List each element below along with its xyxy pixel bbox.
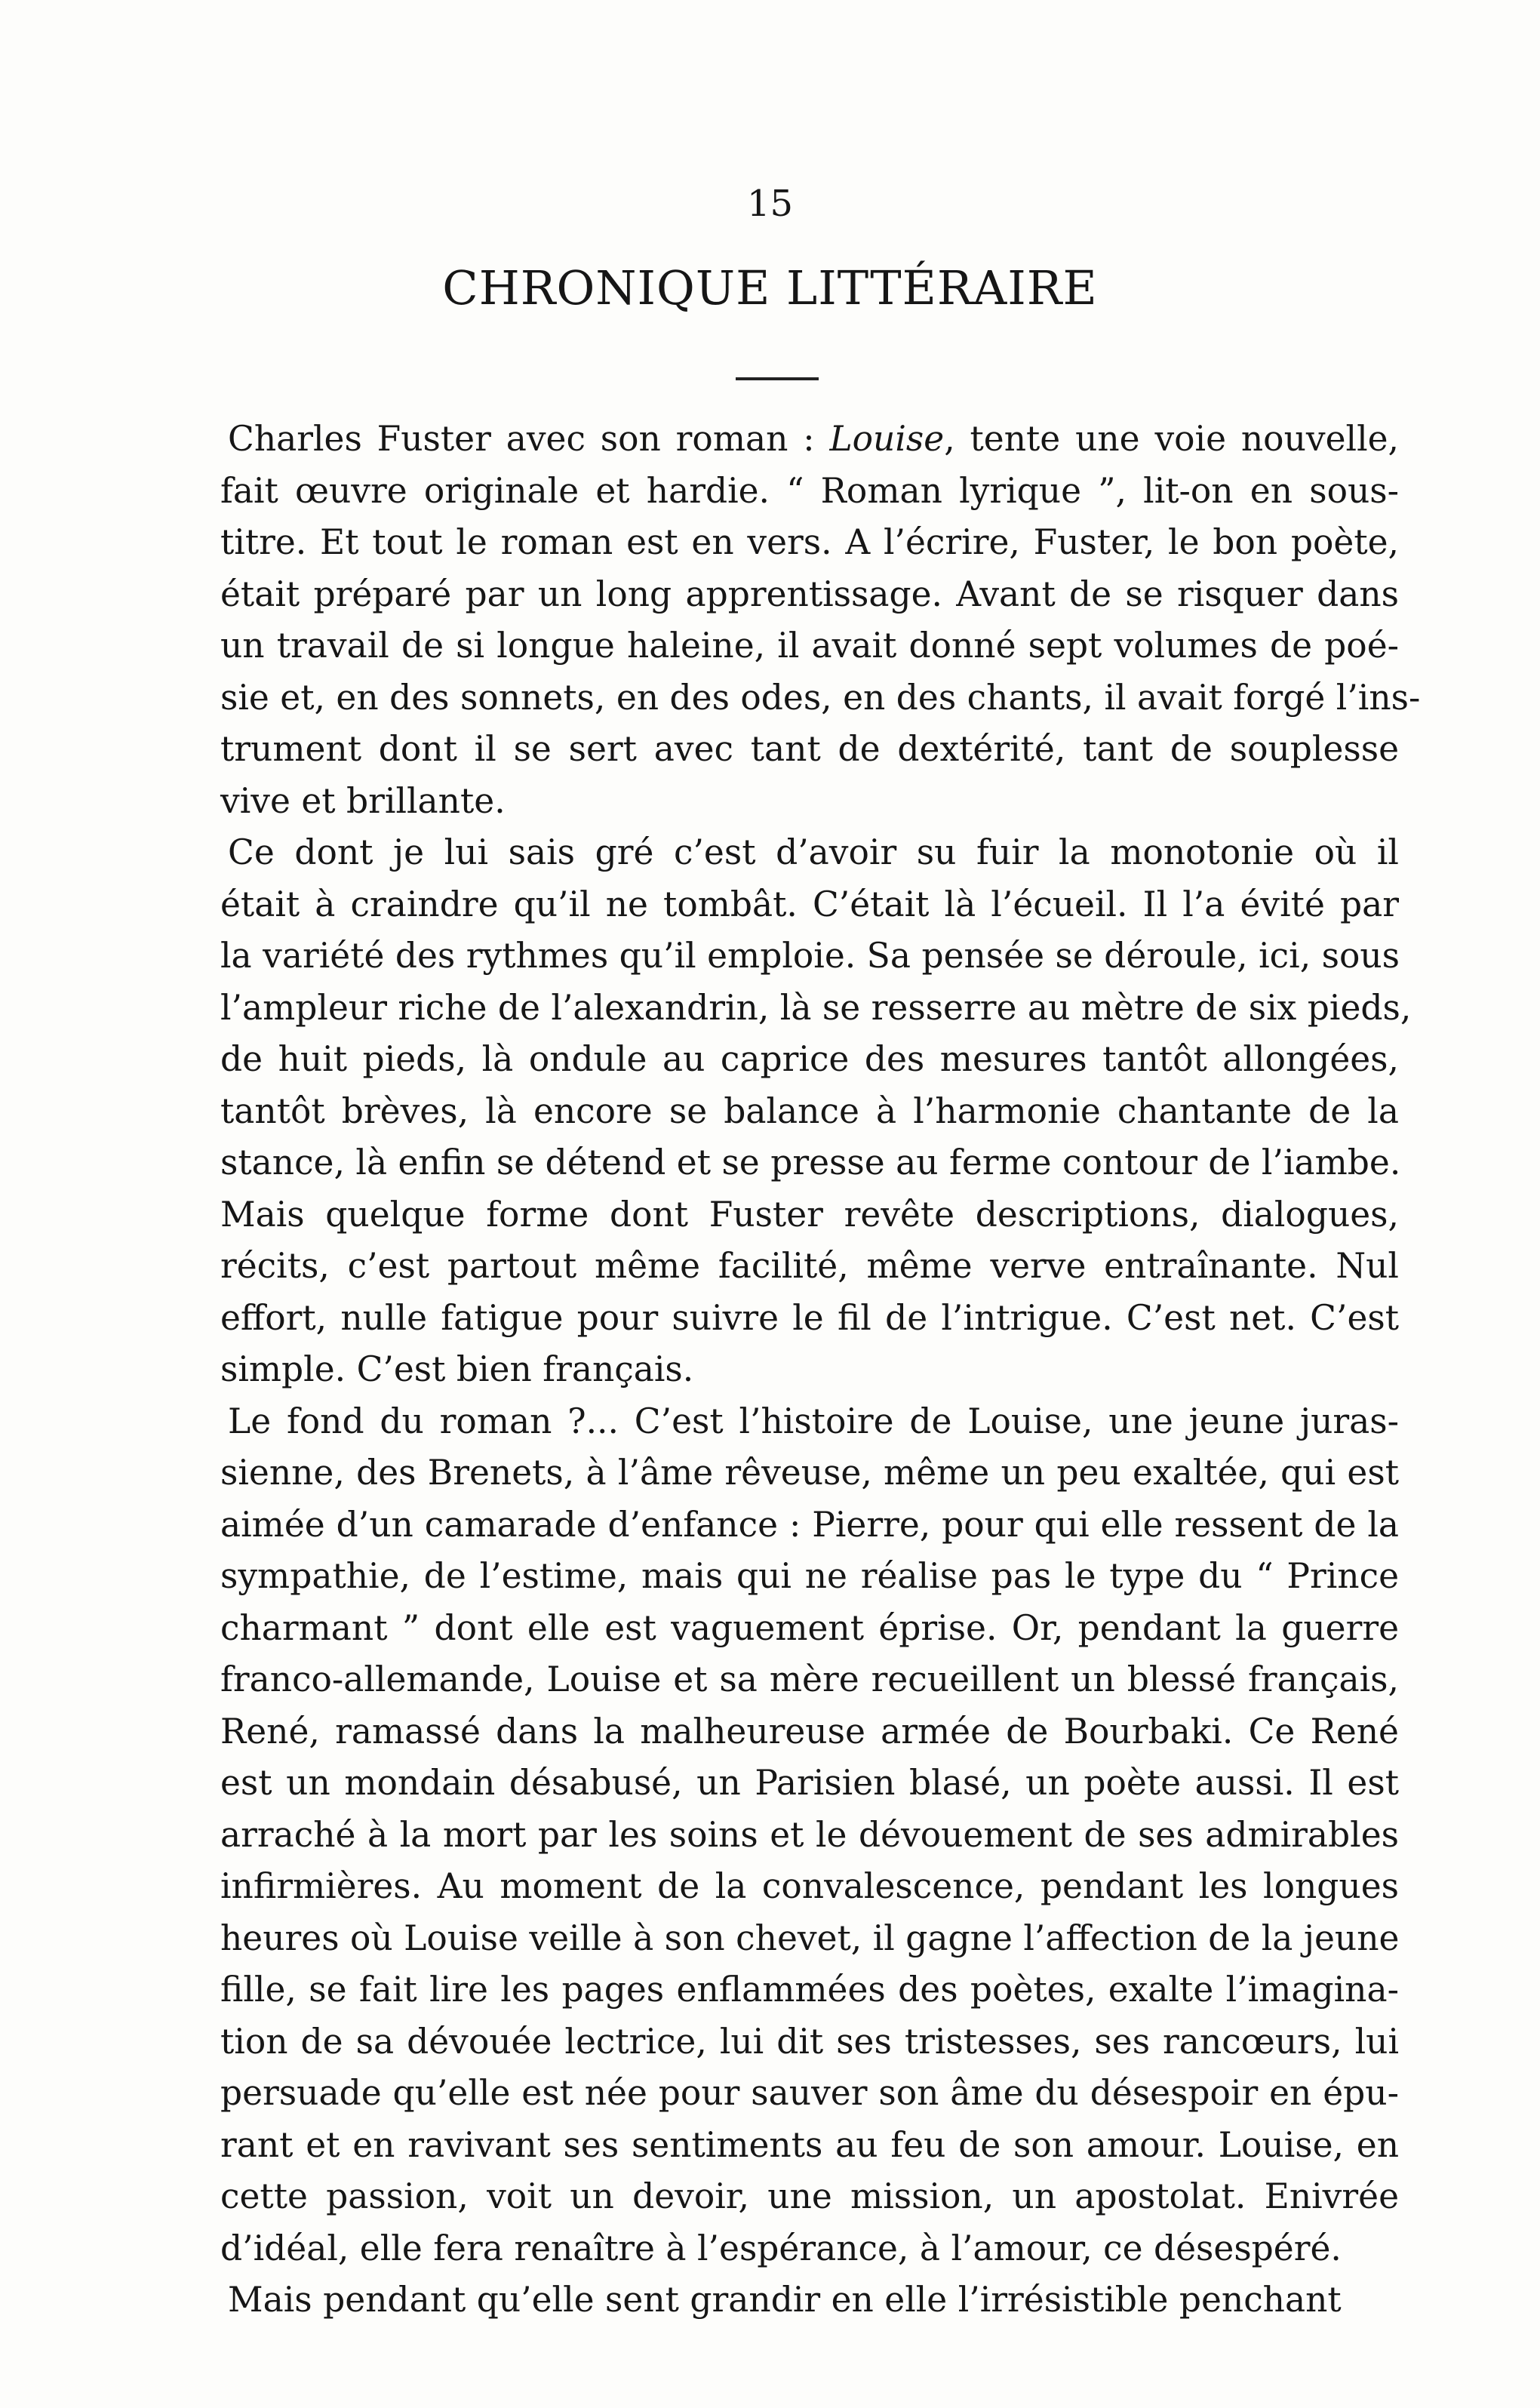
text-line xyxy=(220,466,1399,518)
text-segment: est un mondain désabusé, un Parisien blasé, un poète aussi. Il est xyxy=(220,1763,1399,1803)
page-title: CHRONIQUE LITTÉRAIRE xyxy=(442,260,1098,315)
text-line xyxy=(220,2120,1399,2172)
text-segment: Charles Fuster avec son roman : xyxy=(228,419,830,459)
text-segment: Le fond du roman ?... C’est l’histoire de Louise, une jeune juras- xyxy=(228,1401,1399,1441)
text-segment: Mais pendant qu’elle sent grandir en elle l’irrésistible penchant xyxy=(228,2280,1342,2320)
text-line xyxy=(220,2274,1399,2327)
text-segment: René, ramassé dans la malheureuse armée de Bourbaki. Ce René xyxy=(220,1711,1399,1751)
text-segment: vive et brillante. xyxy=(220,780,506,821)
title-divider xyxy=(736,377,819,380)
text-segment: tion de sa dévouée lectrice, lui dit ses tristesses, ses rancœurs, lui xyxy=(220,2021,1399,2062)
text-line xyxy=(220,672,1421,724)
text-segment: fille, se fait lire les pages enflammées des poètes, exalte l’imagina- xyxy=(220,1970,1399,2010)
text-segment: infirmières. Au moment de la convalescence, pendant les longues xyxy=(220,1866,1399,1906)
text-segment: effort, nulle fatigue pour suivre le fil de l’intrigue. C’est net. C’est xyxy=(220,1297,1399,1338)
article-body xyxy=(220,414,1421,2327)
paragraph xyxy=(220,2274,1399,2327)
paragraph xyxy=(220,827,1412,1396)
text-line xyxy=(220,620,1399,672)
paragraph xyxy=(220,414,1421,827)
text-line xyxy=(220,414,1399,466)
text-segment: sienne, des Brenets, à l’âme rêveuse, même un peu exaltée, qui est xyxy=(220,1453,1399,1493)
text-segment: Ce dont je lui sais gré c’est d’avoir su fuir la monotonie où il xyxy=(228,832,1399,872)
text-line xyxy=(220,827,1399,879)
text-line xyxy=(220,2068,1399,2120)
text-line xyxy=(220,879,1399,931)
text-segment: récits, c’est partout même facilité, même verve entraînante. Nul xyxy=(220,1246,1399,1286)
text-line xyxy=(220,983,1412,1035)
text-segment: titre. Et tout le roman est en vers. A l’écrire, Fuster, le bon poète, xyxy=(220,522,1399,562)
page-number: 15 xyxy=(746,183,794,225)
text-line xyxy=(220,776,1399,828)
text-line xyxy=(220,2016,1399,2068)
text-segment: tantôt brèves, là encore se balance à l’harmonie chantante de la xyxy=(220,1090,1399,1131)
text-segment: rant et en ravivant ses sentiments au feu de son amour. Louise, en xyxy=(220,2124,1399,2165)
text-segment: arraché à la mort par les soins et le dévouement de ses admirables xyxy=(220,1814,1399,1855)
text-segment: d’idéal, elle fera renaître à l’espérance, à l’amour, ce désespéré. xyxy=(220,2228,1342,2268)
text-line xyxy=(220,1344,1399,1396)
text-line xyxy=(220,2223,1399,2275)
text-line xyxy=(220,1189,1399,1241)
text-line xyxy=(220,1396,1399,1448)
text-line xyxy=(220,1913,1399,1965)
text-line xyxy=(220,1810,1399,1862)
text-line xyxy=(220,1551,1399,1603)
text-segment: , tente une voie nouvelle, xyxy=(944,419,1400,459)
text-line xyxy=(220,1086,1399,1138)
text-segment: l’ampleur riche de l’alexandrin, là se resserre au mètre de six pieds, xyxy=(220,987,1412,1028)
text-segment: de huit pieds, là ondule au caprice des mesures tantôt allongées, xyxy=(220,1039,1399,1079)
text-segment: cette passion, voit un devoir, une mission, un apostolat. Enivrée xyxy=(220,2176,1399,2216)
text-line xyxy=(220,1499,1399,1552)
text-line xyxy=(220,1964,1399,2016)
text-line xyxy=(220,1654,1399,1706)
text-line xyxy=(220,1137,1399,1189)
text-segment: était préparé par un long apprentissage. Avant de se risquer dans xyxy=(220,574,1399,614)
text-line xyxy=(220,930,1399,983)
paragraph xyxy=(220,1396,1399,2275)
text-segment: heures où Louise veille à son chevet, il gagne l’affection de la jeune xyxy=(220,1917,1400,1958)
text-segment: un travail de si longue haleine, il avait donné sept volumes de poé- xyxy=(220,626,1399,666)
text-line xyxy=(220,569,1399,621)
text-segment: franco-allemande, Louise et sa mère recueillent un blessé français, xyxy=(220,1659,1399,1699)
text-segment: la variété des rythmes qu’il emploie. Sa pensée se déroule, ici, sous xyxy=(220,936,1400,976)
text-line xyxy=(220,1241,1399,1293)
text-segment: fait œuvre originale et hardie. “ Roman lyrique ”, lit-on en sous- xyxy=(220,470,1399,511)
text-line xyxy=(220,1861,1399,1913)
text-segment: Mais quelque forme dont Fuster revête descriptions, dialogues, xyxy=(220,1194,1399,1235)
text-line xyxy=(220,2171,1399,2223)
text-segment: trument dont il se sert avec tant de dextérité, tant de souplesse xyxy=(220,729,1399,769)
text-line xyxy=(220,1706,1399,1758)
text-line xyxy=(220,1758,1399,1810)
text-line xyxy=(220,1447,1399,1499)
text-segment: stance, là enfin se détend et se presse au ferme contour de l’iambe. xyxy=(220,1142,1401,1182)
text-segment: simple. C’est bien français. xyxy=(220,1349,694,1389)
text-segment: persuade qu’elle est née pour sauver son âme du désespoir en épu- xyxy=(220,2073,1399,2113)
text-line xyxy=(220,1603,1399,1655)
text-segment: était à craindre qu’il ne tombât. C’était là l’écueil. Il l’a évité par xyxy=(220,884,1399,924)
text-line xyxy=(220,1034,1399,1086)
text-line xyxy=(220,724,1399,776)
text-segment: sympathie, de l’estime, mais qui ne réalise pas le type du “ Prince xyxy=(220,1556,1399,1596)
text-line xyxy=(220,1293,1399,1345)
text-segment: sie et, en des sonnets, en des odes, en des chants, il avait forgé l’ins- xyxy=(220,677,1421,718)
book-title: Louise xyxy=(829,419,945,459)
text-segment: aimée d’un camarade d’enfance : Pierre, pour qui elle ressent de la xyxy=(220,1504,1399,1545)
text-line xyxy=(220,517,1399,569)
text-segment: charmant ” dont elle est vaguement éprise. Or, pendant la guerre xyxy=(220,1607,1399,1648)
